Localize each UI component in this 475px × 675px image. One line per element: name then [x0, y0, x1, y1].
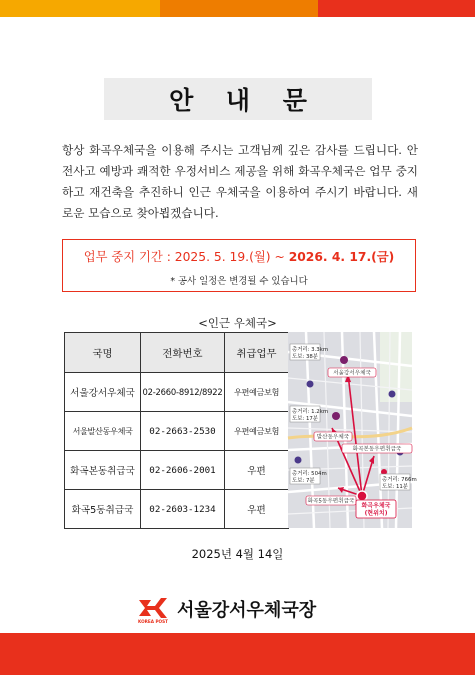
notice-intro: 항상 화곡우체국을 이용해 주시는 고객님께 깊은 감사를 드립니다. 안전사고 예방과 쾌적한 우정서비스 제공을 위해 화곡우체국은 업무 중지하고 재건축을 추진하니 인근 우체국을 이용하여 주시기 바랍니다. 새로운 모습으로 찾아뵙겠습니다.: [62, 143, 418, 220]
office-name: 서울발산동우체국: [65, 412, 141, 451]
table-header-row: [65, 333, 289, 373]
map-label-gangseo: 서울강서우체국: [333, 370, 371, 377]
notice-title: 안 내 문: [169, 86, 319, 115]
office-service: 우편: [225, 451, 289, 490]
map-label-current: 화곡우체국: [361, 502, 391, 510]
map-pin-icon: [332, 412, 340, 420]
distance-bondong: 총거리: 766m: [382, 477, 417, 483]
map-label-bondong: 화곡본동우편취급국: [352, 446, 402, 453]
office-service: 우편예금보험: [225, 412, 289, 451]
top-bar-orange: [160, 0, 318, 17]
header-office-name: 국명: [65, 333, 141, 373]
office-name: 서울강서우체국: [65, 373, 141, 412]
top-bar-yellow: [0, 0, 160, 17]
office-name: 화곡본동취급국: [65, 451, 141, 490]
korea-post-logo-icon: [135, 594, 171, 624]
office-phone: 02-2606-2001: [141, 451, 225, 490]
map-label-hwagok5: 화곡5동우편취급국: [307, 498, 355, 505]
walk-time-gangseo: 도보: 38분: [292, 354, 319, 360]
notice-date: 2025년 4월 14일: [191, 547, 284, 561]
bottom-color-bar: [0, 633, 475, 675]
map-pin-icon: [340, 356, 348, 364]
suspension-period-box: [62, 239, 416, 292]
top-bar-red: [318, 0, 475, 17]
map-park-area: [380, 332, 412, 402]
schedule-change-note: * 공사 일정은 변경될 수 있습니다: [170, 276, 308, 287]
map-label-balsan: 발산동우체국: [316, 434, 350, 441]
table-row: [65, 373, 289, 412]
map-label-current-note: (현위치): [364, 510, 388, 517]
office-service: 우편예금보험: [225, 373, 289, 412]
header-service: 취급업무: [225, 333, 289, 373]
distance-balsan: 총거리: 1.2km: [292, 409, 329, 415]
notice-title-box: [104, 78, 372, 120]
logo-wordmark: KOREA POST: [138, 619, 168, 624]
table-row: [65, 451, 289, 490]
office-phone: 02-2660-8912/8922: [141, 373, 225, 412]
nearby-offices-heading: <인근 우체국>: [198, 316, 277, 330]
walk-time-bondong: 도보: 11분: [382, 484, 409, 490]
table-row: [65, 490, 289, 529]
logo-mark: [139, 598, 167, 618]
office-phone: 02-2603-1234: [141, 490, 225, 529]
office-phone: 02-2663-2530: [141, 412, 225, 451]
issuer-signature: [135, 594, 345, 624]
top-color-bar: [0, 0, 475, 17]
map-illustration: [288, 332, 417, 528]
location-map: [288, 332, 417, 528]
suspension-period: [63, 247, 415, 265]
map-pin-icon: [295, 457, 302, 464]
issuer-name: 서울강서우체국장: [177, 600, 317, 621]
header-phone: 전화번호: [141, 333, 225, 373]
office-service: 우편: [225, 490, 289, 529]
map-pin-icon: [307, 381, 314, 388]
distance-gangseo: 총거리: 3.3km: [292, 347, 329, 353]
distance-hwagok5: 총거리: 504m: [292, 471, 327, 477]
map-pin-icon: [389, 391, 396, 398]
suspension-period-label: 업무 중지 기간 : 2025. 5. 19.(월) ~: [83, 250, 289, 264]
suspension-end-date: 2026. 4. 17.(금): [288, 250, 395, 264]
nearby-office-table: [64, 332, 289, 529]
current-location-icon: [357, 491, 367, 501]
walk-time-hwagok5: 도보: 7분: [292, 478, 315, 484]
office-name: 화곡5동취급국: [65, 490, 141, 529]
walk-time-balsan: 도보: 17분: [292, 416, 319, 422]
table-row: [65, 412, 289, 451]
